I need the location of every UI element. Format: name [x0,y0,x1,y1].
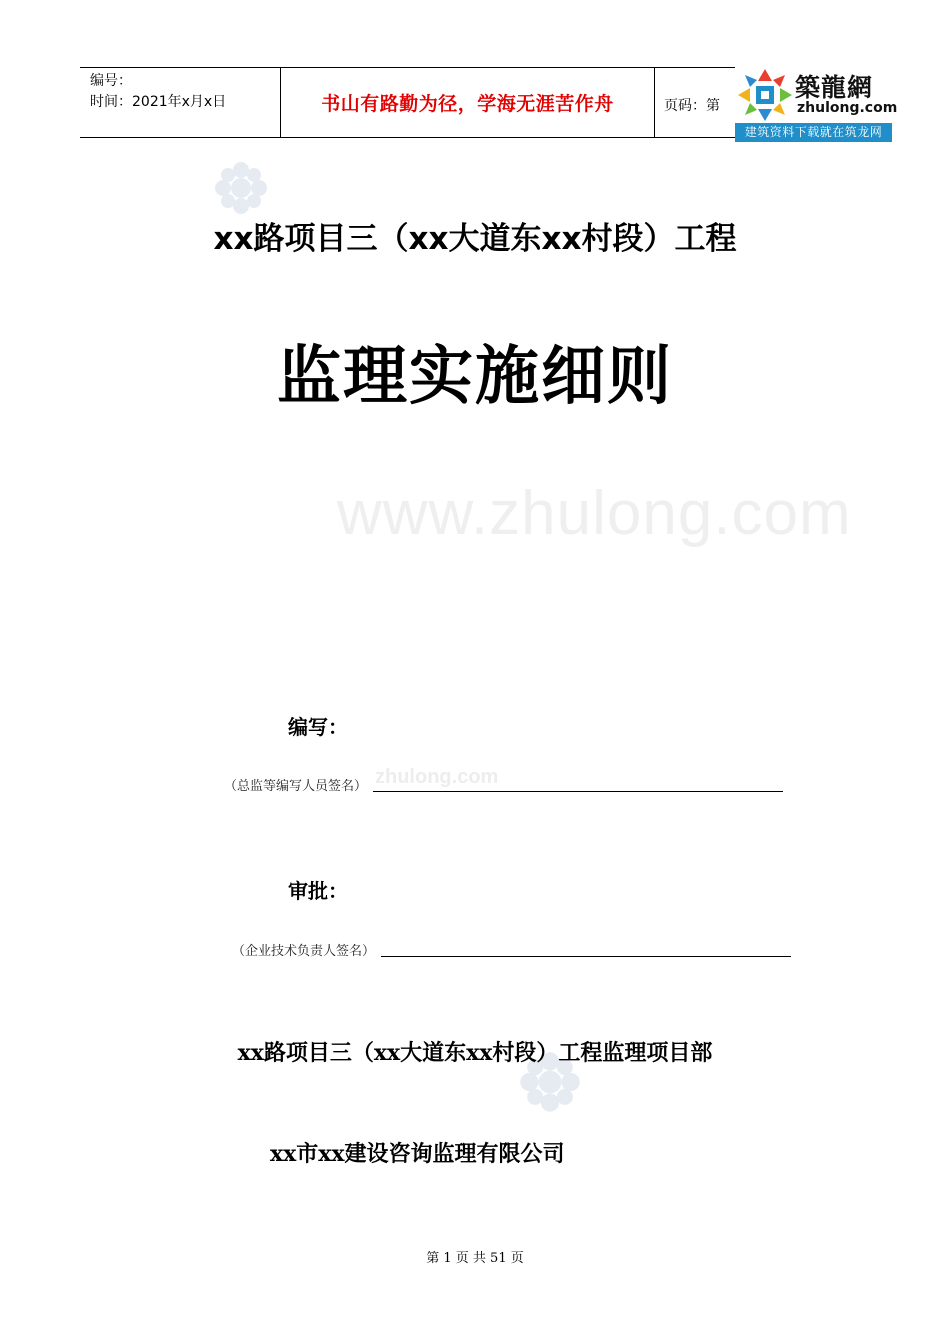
header-motto-cell [281,68,655,137]
approve-sign-line [381,955,791,957]
logo-name-en: zhulong.com [797,100,898,116]
approve-sign-note: （企业技术负责人签名） [232,944,376,959]
logo-flower-icon [736,67,794,123]
approve-sign-row [232,940,791,959]
header-table [80,67,750,138]
logo-top [735,66,898,123]
project-department: xx路项目三（xx大道东xx村段）工程监理项目部 [237,1040,713,1066]
header-meta [80,68,281,137]
watermark-flower-icon [213,160,269,216]
zhulong-logo [735,66,898,144]
project-title: xx路项目三（xx大道东xx村段）工程 [213,221,737,257]
page-label: 页码：第 [664,98,720,114]
company-name: xx市xx建设咨询监理有限公司 [270,1141,565,1167]
logo-name-cn: 築龍網 [795,73,874,102]
number-label: 编号： [90,73,132,89]
logo-slogan: 建筑资料下载就在筑龙网 [735,123,892,142]
approve-label: 审批： [288,879,348,903]
main-title: 监理实施细则 [277,340,673,414]
motto: 书山有路勤为径，学海无涯苦作舟 [321,93,614,115]
compile-sign-line [373,790,783,792]
watermark-url: www.zhulong.com [337,479,852,548]
compile-label: 编写： [288,715,348,739]
watermark-small: zhulong.com [375,766,499,788]
page-footer: 第 1 页 共 51 页 [426,1251,524,1266]
compile-sign-row [224,775,783,794]
time-label: 时间：2021年x月x日 [90,94,227,110]
compile-sign-note: （总监等编写人员签名） [224,779,368,794]
